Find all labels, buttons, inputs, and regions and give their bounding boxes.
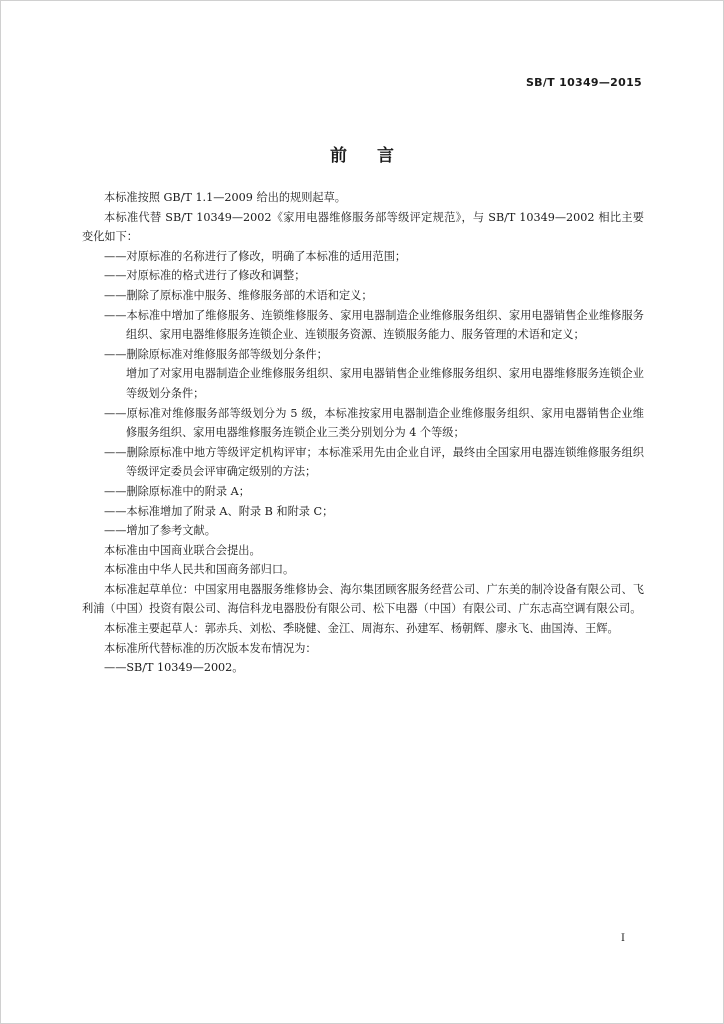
paragraph-centralized-by: 本标准由中华人民共和国商务部归口。 <box>104 563 295 577</box>
change-item-7: ——删除原标准中地方等级评定机构评审；本标准采用先由企业自评，最终由全国家用电器连锁维修服务组织等级评定委员会评审确定级别的方法； <box>104 445 644 479</box>
paragraph-previous-editions: 本标准所代替标准的历次版本发布情况为： <box>104 641 317 655</box>
paragraph-replaces: 本标准代替 SB/T 10349—2002《家用电器维修服务部等级评定规范》，与 SB/T 10349—2002 相比主要变化如下： <box>82 210 644 244</box>
change-item-5: ——删除原标准对维修服务部等级划分条件； <box>104 347 328 361</box>
paragraph-drafting-rules: 本标准按照 GB/T 1.1—2009 给出的规则起草。 <box>104 191 346 204</box>
paragraph-proposed-by: 本标准由中国商业联合会提出。 <box>104 543 261 557</box>
change-item-9: ——本标准增加了附录 A、附录 B 和附录 C； <box>104 504 334 518</box>
paragraph-drafters: 本标准主要起草人：郭赤兵、刘松、季晓健、金江、周海东、孙建军、杨朝辉、廖永飞、曲国涛、王辉。 <box>104 622 619 636</box>
previous-edition-item: ——SB/T 10349—2002。 <box>104 661 244 675</box>
change-item-8: ——删除原标准中的附录 A； <box>104 484 250 498</box>
page-number: I <box>621 933 625 944</box>
change-item-1: ——对原标准的名称进行了修改，明确了本标准的适用范围； <box>104 249 407 263</box>
change-item-2: ——对原标准的格式进行了修改和调整； <box>104 269 306 283</box>
page-title: 前言 <box>330 146 424 166</box>
change-item-5-continued: 增加了对家用电器制造企业维修服务组织、家用电器销售企业维修服务组织、家用电器维修服务连锁企业等级划分条件； <box>126 367 644 400</box>
change-item-6: ——原标准对维修服务部等级划分为 5 级，本标准按家用电器制造企业维修服务组织、家用电器销售企业维修服务组织、家用电器维修服务连锁企业三类分别划分为 4 个等级； <box>104 406 644 440</box>
paragraph-drafting-units: 本标准起草单位：中国家用电器服务维修协会、海尔集团顾客服务经营公司、广东美的制冷设备有限公司、飞利浦（中国）投资有限公司、海信科龙电器股份有限公司、松下电器（中国）有限公司、广东志高空调有限公司。 <box>82 582 644 616</box>
change-item-4: ——本标准中增加了维修服务、连锁维修服务、家用电器制造企业维修服务组织、家用电器销售企业维修服务组织、家用电器维修服务连锁企业、连锁服务资源、连锁服务能力、服务管理的术语和定义； <box>104 308 644 342</box>
standard-code: SB/T 10349—2015 <box>525 76 642 89</box>
document-body <box>82 188 644 678</box>
change-item-3: ——删除了原标准中服务、维修服务部的术语和定义； <box>104 288 373 302</box>
change-item-10: ——增加了参考文献。 <box>104 524 216 538</box>
